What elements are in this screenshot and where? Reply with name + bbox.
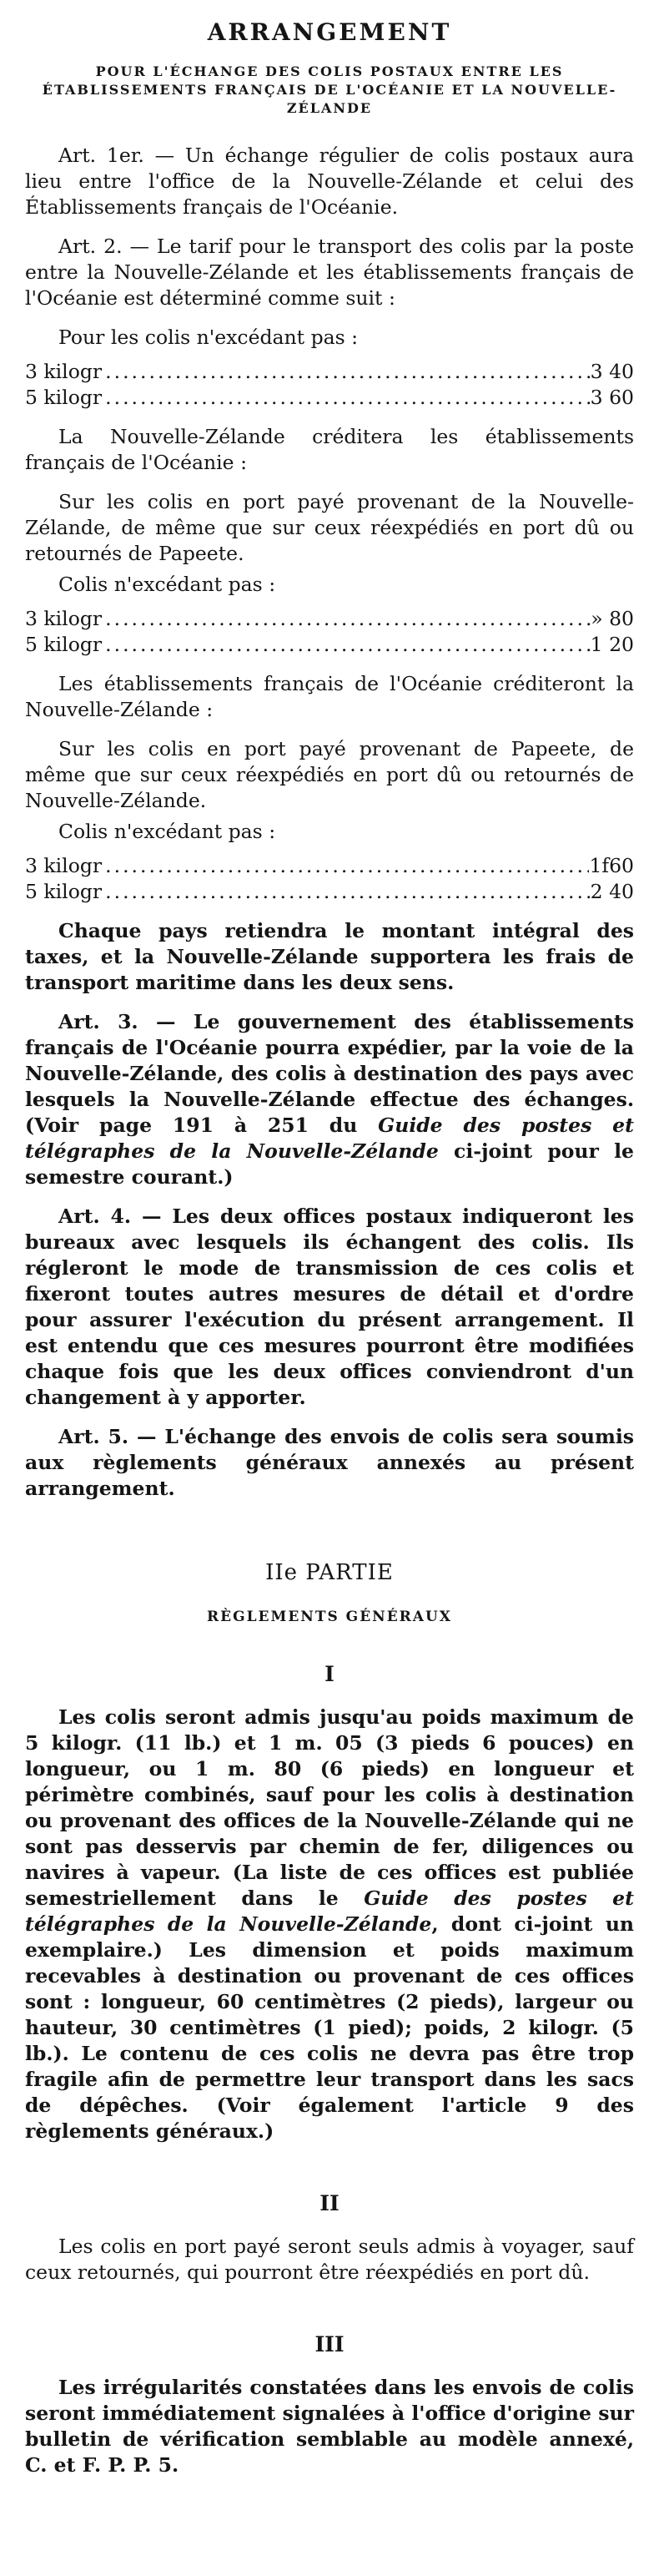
rate-row xyxy=(25,853,634,879)
rate-value: » 80 xyxy=(591,607,634,630)
port-paragraph-papeete: Sur les colis en port payé provenant de Papeete, de même que sur ceux réexpédiés en port dû ou retournés de Nouvelle-Zélande. xyxy=(25,737,634,812)
article-4: Art. 4. — Les deux offices postaux indiqueront les bureaux avec lesquels ils échangent des colis. Ils régleront le mode de transmission de ces colis et fixeront toutes autres mesures de détail et d'ordre pour assurer l'exécution du présent arrangement. Il est entendu que ces mesures pourront être modifiées chaque fois que les deux offices conviendront d'un changement à y apporter. xyxy=(25,1205,634,1409)
colis-label: Colis n'excédant pas : xyxy=(58,820,276,843)
port-paragraph-nz: Sur les colis en port payé provenant de la Nouvelle-Zélande, de même que sur ceux réexpédiés en port dû ou retournés de Papeete. xyxy=(25,490,634,565)
rate-row xyxy=(25,359,634,385)
part-2-title: IIe PARTIE xyxy=(265,1560,394,1585)
rate-value: 3 60 xyxy=(590,386,634,409)
leader-dots xyxy=(102,359,591,385)
rate-value: 3 40 xyxy=(590,360,634,383)
credit-paragraph-1: La Nouvelle-Zélande créditera les établissements français de l'Océanie : xyxy=(25,425,634,474)
rate-label: 5 kilogr xyxy=(25,386,103,409)
rate-value: 1 20 xyxy=(590,633,634,656)
article-3-end: ci-joint pour le semestre courant.) xyxy=(25,1139,635,1189)
rate-label: 5 kilogr xyxy=(25,880,103,903)
rates-intro: Pour les colis n'excédant pas : xyxy=(58,326,359,349)
leader-dots xyxy=(102,385,591,411)
rates-table-1 xyxy=(25,359,634,411)
rate-value: 1f60 xyxy=(589,854,634,877)
article-3 xyxy=(25,1009,634,1190)
section-3-number: III xyxy=(314,2332,345,2356)
section-3-text: Les irrégularités constatées dans les envois de colis seront immédiatement signalées à l'office d'origine sur bulletin de vérification semblable au modèle annexé, C. et F. P. P. 5. xyxy=(25,2376,634,2477)
leader-dots xyxy=(102,606,591,632)
leader-dots xyxy=(102,853,589,879)
section-2-number: II xyxy=(319,2191,340,2215)
rate-row xyxy=(25,606,634,632)
rate-label: 3 kilogr xyxy=(25,854,103,877)
guide-title: Guide des postes et télégraphes de la Nouvelle-Zélande xyxy=(25,1887,634,1936)
rate-label: 5 kilogr xyxy=(25,633,103,656)
section-2-text: Les colis en port payé seront seuls admis à voyager, sauf ceux retournés, qui pourront être réexpédiés en port dû. xyxy=(25,2235,634,2284)
rate-label: 3 kilogr xyxy=(25,607,103,630)
part-2-subtitle: RÈGLEMENTS GÉNÉRAUX xyxy=(207,1609,452,1625)
rate-row xyxy=(25,385,634,411)
colis-label: Colis n'excédant pas : xyxy=(58,573,276,596)
leader-dots xyxy=(102,879,591,905)
leader-dots xyxy=(102,632,591,658)
section-1-end: , dont ci-joint un exemplaire.) Les dimension et poids maximum recevables à destination ou provenant de ces offices sont : longueur, 60 centimètres (2 pieds), largeur ou hauteur, 30 centimètres (1 pied); poids, 2 kilogr. (5 lb.). Le contenu de ces colis ne devra pas être trop fragile afin de permettre leur transport dans les sacs de dépêches. (Voir également l'article 9 des règlements généraux.) xyxy=(25,1912,634,2143)
section-1-number: I xyxy=(324,1662,335,1686)
guide-title: Guide des postes et télégraphes de la Nouvelle-Zélande xyxy=(25,1114,634,1163)
rate-row xyxy=(25,879,634,905)
rate-label: 3 kilogr xyxy=(25,360,103,383)
document-title: ARRANGEMENT xyxy=(207,18,452,46)
rates-table-3 xyxy=(25,853,634,905)
rate-value: 2 40 xyxy=(590,880,634,903)
section-1-body: Les colis seront admis jusqu'au poids maximum de 5 kilogr. (11 lb.) et 1 m. 05 (3 pieds 6 pouces) en longueur, ou 1 m. 80 (6 pieds) en longueur et périmètre combinés, sauf pour les colis à destination ou provenant des offices de la Nouvelle-Zélande qui ne sont pas desservis par chemin de fer, diligences ou navires à vapeur. (La liste de ces offices est publiée semestriellement dans le xyxy=(25,1705,634,1910)
article-5: Art. 5. — L'échange des envois de colis sera soumis aux règlements généraux annexés au présent arrangement. xyxy=(25,1425,634,1500)
article-2: Art. 2. — Le tarif pour le transport des colis par la poste entre la Nouvelle-Zélande et les établissements français de l'Océanie est déterminé comme suit : xyxy=(25,235,634,310)
rates-table-2 xyxy=(25,606,634,658)
section-1-text xyxy=(25,1705,634,2144)
rate-row xyxy=(25,632,634,658)
article-3-text: Art. 3. — Le gouvernement des établissements français de l'Océanie pourra expédier, par la voie de la Nouvelle-Zélande, des colis à destination des pays avec lesquels la Nouvelle-Zélande effectue des échanges. (Voir page 191 à 251 du xyxy=(25,1010,634,1137)
taxes-paragraph: Chaque pays retiendra le montant intégral des taxes, et la Nouvelle-Zélande supportera les frais de transport maritime dans les deux sens. xyxy=(25,919,634,994)
document-subtitle: POUR L'ÉCHANGE DES COLIS POSTAUX ENTRE LES ÉTABLISSEMENTS FRANÇAIS DE L'OCÉANIE ET LA NOUVELLE-ZÉLANDE xyxy=(42,63,617,116)
article-1: Art. 1er. — Un échange régulier de colis postaux aura lieu entre l'office de la Nouvelle-Zélande et celui des Établissements français de l'Océanie. xyxy=(25,144,634,219)
credit-paragraph-2: Les établissements français de l'Océanie créditeront la Nouvelle-Zélande : xyxy=(25,672,634,721)
